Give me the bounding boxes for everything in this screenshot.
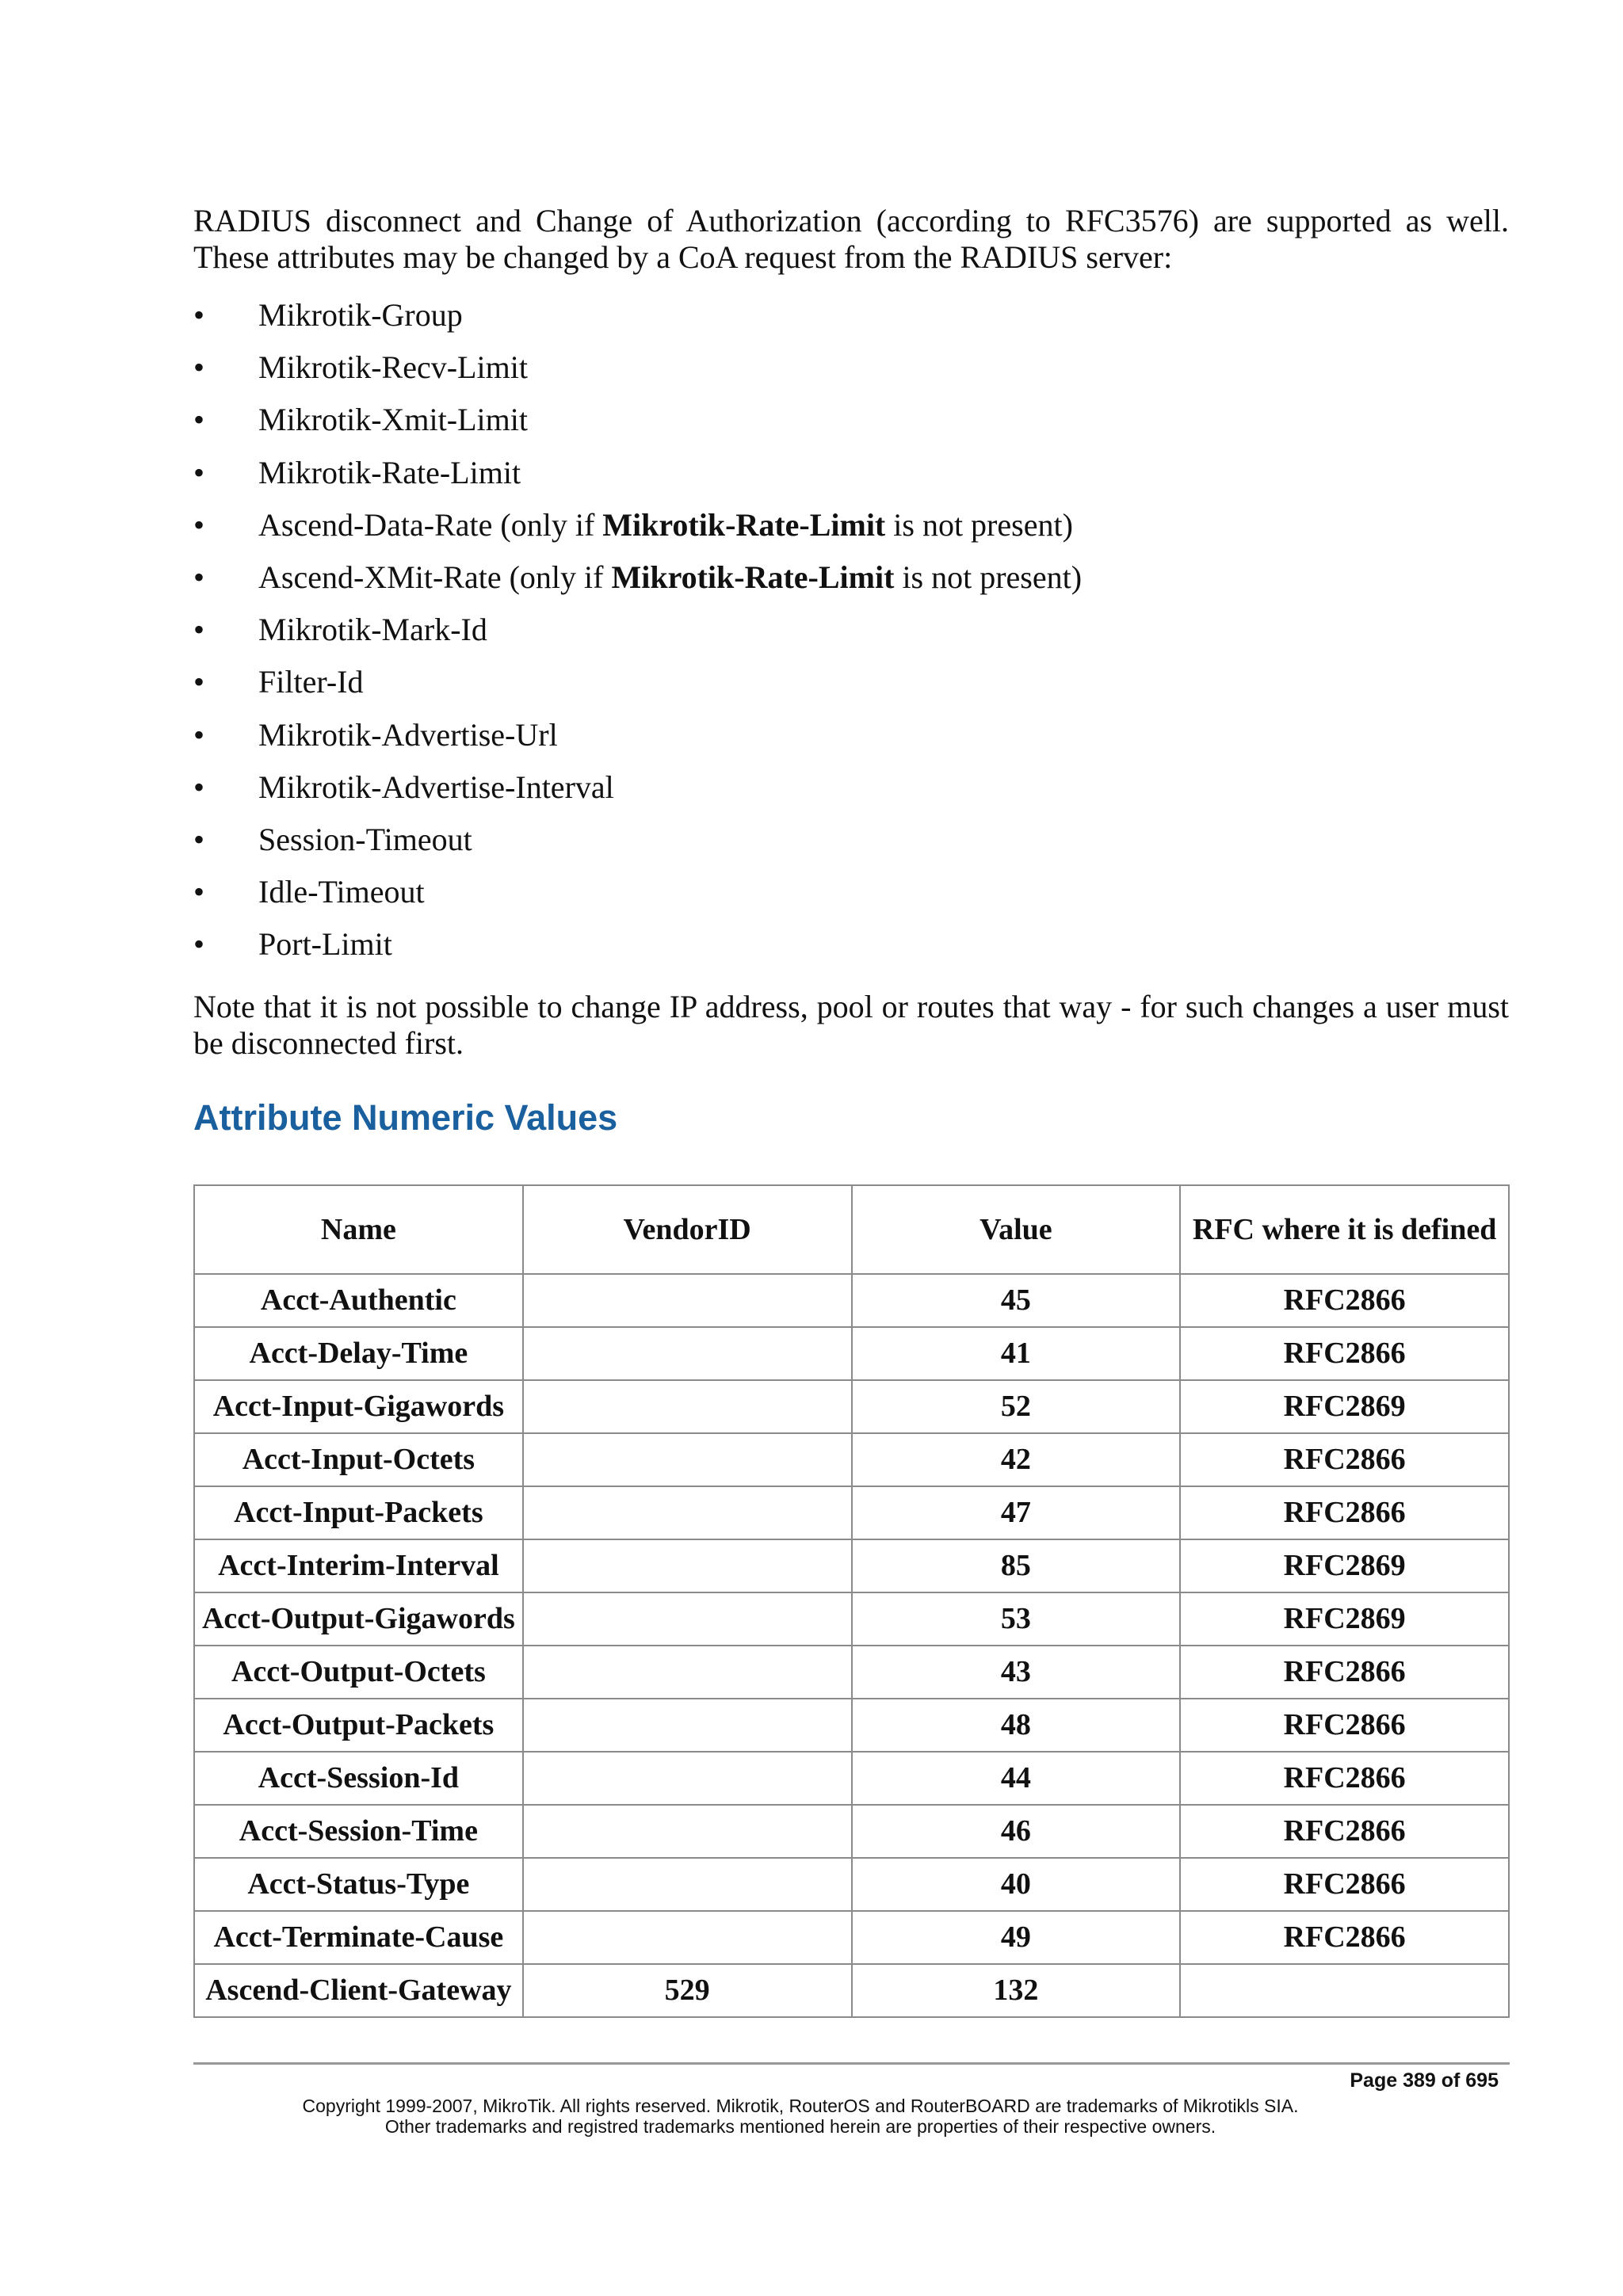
cell-vendorid bbox=[523, 1327, 852, 1380]
list-item-text: Mikrotik-Mark-Id bbox=[258, 612, 487, 648]
copyright-line-1: Copyright 1999-2007, MikroTik. All rights reserved. Mikrotik, RouterOS and RouterBOARD are trademarks of Mikrotikls SIA. bbox=[302, 2096, 1299, 2116]
list-item-text: Mikrotik-Advertise-Url bbox=[258, 716, 558, 753]
list-item-text: Mikrotik-Xmit-Limit bbox=[258, 402, 528, 438]
cell-name: Acct-Output-Packets bbox=[194, 1699, 523, 1752]
bullet-glyph: • bbox=[193, 664, 205, 700]
cell-name: Acct-Delay-Time bbox=[194, 1327, 523, 1380]
cell-rfc: RFC2866 bbox=[1180, 1646, 1509, 1699]
list-item-text: Port-Limit bbox=[258, 926, 392, 963]
list-item-text: Session-Timeout bbox=[258, 821, 472, 857]
cell-vendorid bbox=[523, 1380, 852, 1433]
note-paragraph: Note that it is not possible to change IP address, pool or routes that way - for such changes a user must be disconnected first. bbox=[193, 989, 1509, 1061]
cell-vendorid bbox=[523, 1539, 852, 1592]
cell-value: 85 bbox=[852, 1539, 1181, 1592]
cell-rfc: RFC2869 bbox=[1180, 1539, 1509, 1592]
cell-rfc: RFC2866 bbox=[1180, 1911, 1509, 1964]
cell-value: 52 bbox=[852, 1380, 1181, 1433]
cell-vendorid bbox=[523, 1433, 852, 1486]
cell-rfc: RFC2866 bbox=[1180, 1858, 1509, 1911]
cell-rfc: RFC2869 bbox=[1180, 1380, 1509, 1433]
list-item-text bbox=[258, 559, 1082, 596]
table-body bbox=[194, 1274, 1509, 2017]
cell-rfc: RFC2866 bbox=[1180, 1699, 1509, 1752]
column-header-name: Name bbox=[194, 1185, 523, 1274]
bullet-glyph: • bbox=[193, 402, 205, 438]
list-item-text-post: is not present) bbox=[894, 559, 1083, 595]
column-header-vendorid: VendorID bbox=[523, 1185, 852, 1274]
cell-rfc: RFC2866 bbox=[1180, 1805, 1509, 1858]
cell-value: 41 bbox=[852, 1327, 1181, 1380]
table-header-row bbox=[194, 1185, 1509, 1274]
table-row bbox=[194, 1858, 1509, 1911]
table-row bbox=[194, 1539, 1509, 1592]
table-row bbox=[194, 1327, 1509, 1380]
table-row bbox=[194, 1592, 1509, 1646]
list-item-text-bold: Mikrotik-Rate-Limit bbox=[611, 559, 895, 595]
cell-vendorid bbox=[523, 1646, 852, 1699]
column-header-rfc: RFC where it is defined bbox=[1180, 1185, 1509, 1274]
cell-name: Ascend-Client-Gateway bbox=[194, 1964, 523, 2017]
table-row bbox=[194, 1646, 1509, 1699]
list-item-text-post: is not present) bbox=[885, 506, 1073, 543]
cell-rfc bbox=[1180, 1964, 1509, 2017]
bullet-glyph: • bbox=[193, 769, 205, 805]
cell-vendorid bbox=[523, 1486, 852, 1539]
cell-value: 45 bbox=[852, 1274, 1181, 1327]
cell-value: 40 bbox=[852, 1858, 1181, 1911]
cell-value: 53 bbox=[852, 1592, 1181, 1646]
bullet-glyph: • bbox=[193, 716, 205, 753]
table-row bbox=[194, 1752, 1509, 1805]
list-item-text-pre: Ascend-XMit-Rate (only if bbox=[258, 559, 612, 595]
table-row bbox=[194, 1805, 1509, 1858]
cell-value: 46 bbox=[852, 1805, 1181, 1858]
table-row bbox=[194, 1274, 1509, 1327]
cell-rfc: RFC2866 bbox=[1180, 1274, 1509, 1327]
cell-rfc: RFC2866 bbox=[1180, 1327, 1509, 1380]
list-item-text bbox=[258, 507, 1073, 543]
list-item-text-pre: Ascend-Data-Rate (only if bbox=[258, 506, 603, 543]
cell-vendorid bbox=[523, 1274, 852, 1327]
cell-value: 49 bbox=[852, 1911, 1181, 1964]
list-item-text: Idle-Timeout bbox=[258, 874, 425, 910]
cell-name: Acct-Interim-Interval bbox=[194, 1539, 523, 1592]
cell-name: Acct-Output-Gigawords bbox=[194, 1592, 523, 1646]
list-item-text: Mikrotik-Recv-Limit bbox=[258, 349, 528, 386]
cell-name: Acct-Output-Octets bbox=[194, 1646, 523, 1699]
section-heading: Attribute Numeric Values bbox=[193, 1097, 618, 1138]
cell-value: 132 bbox=[852, 1964, 1181, 2017]
cell-value: 42 bbox=[852, 1433, 1181, 1486]
cell-vendorid bbox=[523, 1858, 852, 1911]
cell-name: Acct-Terminate-Cause bbox=[194, 1911, 523, 1964]
bullet-glyph: • bbox=[193, 349, 205, 386]
cell-name: Acct-Input-Octets bbox=[194, 1433, 523, 1486]
table-row bbox=[194, 1486, 1509, 1539]
table-row bbox=[194, 1911, 1509, 1964]
list-item-text: Mikrotik-Rate-Limit bbox=[258, 454, 521, 490]
cell-rfc: RFC2869 bbox=[1180, 1592, 1509, 1646]
cell-value: 47 bbox=[852, 1486, 1181, 1539]
bullet-glyph: • bbox=[193, 874, 205, 910]
cell-vendorid bbox=[523, 1805, 852, 1858]
cell-name: Acct-Status-Type bbox=[194, 1858, 523, 1911]
bullet-glyph: • bbox=[193, 926, 205, 963]
bullet-glyph: • bbox=[193, 297, 205, 333]
table-row bbox=[194, 1380, 1509, 1433]
footer-divider bbox=[193, 2062, 1510, 2065]
cell-value: 43 bbox=[852, 1646, 1181, 1699]
cell-vendorid bbox=[523, 1699, 852, 1752]
cell-name: Acct-Session-Id bbox=[194, 1752, 523, 1805]
column-header-value: Value bbox=[852, 1185, 1181, 1274]
cell-rfc: RFC2866 bbox=[1180, 1752, 1509, 1805]
list-item-text: Mikrotik-Advertise-Interval bbox=[258, 769, 614, 805]
cell-value: 48 bbox=[852, 1699, 1181, 1752]
bullet-glyph: • bbox=[193, 454, 205, 490]
table-row bbox=[194, 1964, 1509, 2017]
cell-vendorid: 529 bbox=[523, 1964, 852, 2017]
bullet-glyph: • bbox=[193, 506, 205, 543]
list-item-text-bold: Mikrotik-Rate-Limit bbox=[602, 506, 886, 543]
cell-name: Acct-Input-Gigawords bbox=[194, 1380, 523, 1433]
attribute-values-table bbox=[193, 1184, 1510, 2018]
list-item-text: Mikrotik-Group bbox=[258, 297, 463, 333]
cell-value: 44 bbox=[852, 1752, 1181, 1805]
cell-name: Acct-Authentic bbox=[194, 1274, 523, 1327]
cell-name: Acct-Session-Time bbox=[194, 1805, 523, 1858]
copyright-line-2: Other trademarks and registred trademarks mentioned herein are properties of their respective owners. bbox=[384, 2116, 1216, 2137]
table-row bbox=[194, 1699, 1509, 1752]
bullet-glyph: • bbox=[193, 612, 205, 648]
cell-vendorid bbox=[523, 1592, 852, 1646]
cell-vendorid bbox=[523, 1911, 852, 1964]
cell-rfc: RFC2866 bbox=[1180, 1433, 1509, 1486]
cell-name: Acct-Input-Packets bbox=[194, 1486, 523, 1539]
cell-vendorid bbox=[523, 1752, 852, 1805]
page-number: Page 389 of 695 bbox=[1350, 2069, 1499, 2092]
intro-paragraph: RADIUS disconnect and Change of Authorization (according to RFC3576) are supported as well. These attributes may be changed by a CoA request from the RADIUS server: bbox=[193, 203, 1509, 275]
bullet-glyph: • bbox=[193, 559, 205, 595]
table-row bbox=[194, 1433, 1509, 1486]
bullet-glyph: • bbox=[193, 821, 205, 857]
list-item-text: Filter-Id bbox=[258, 664, 364, 700]
cell-rfc: RFC2866 bbox=[1180, 1486, 1509, 1539]
